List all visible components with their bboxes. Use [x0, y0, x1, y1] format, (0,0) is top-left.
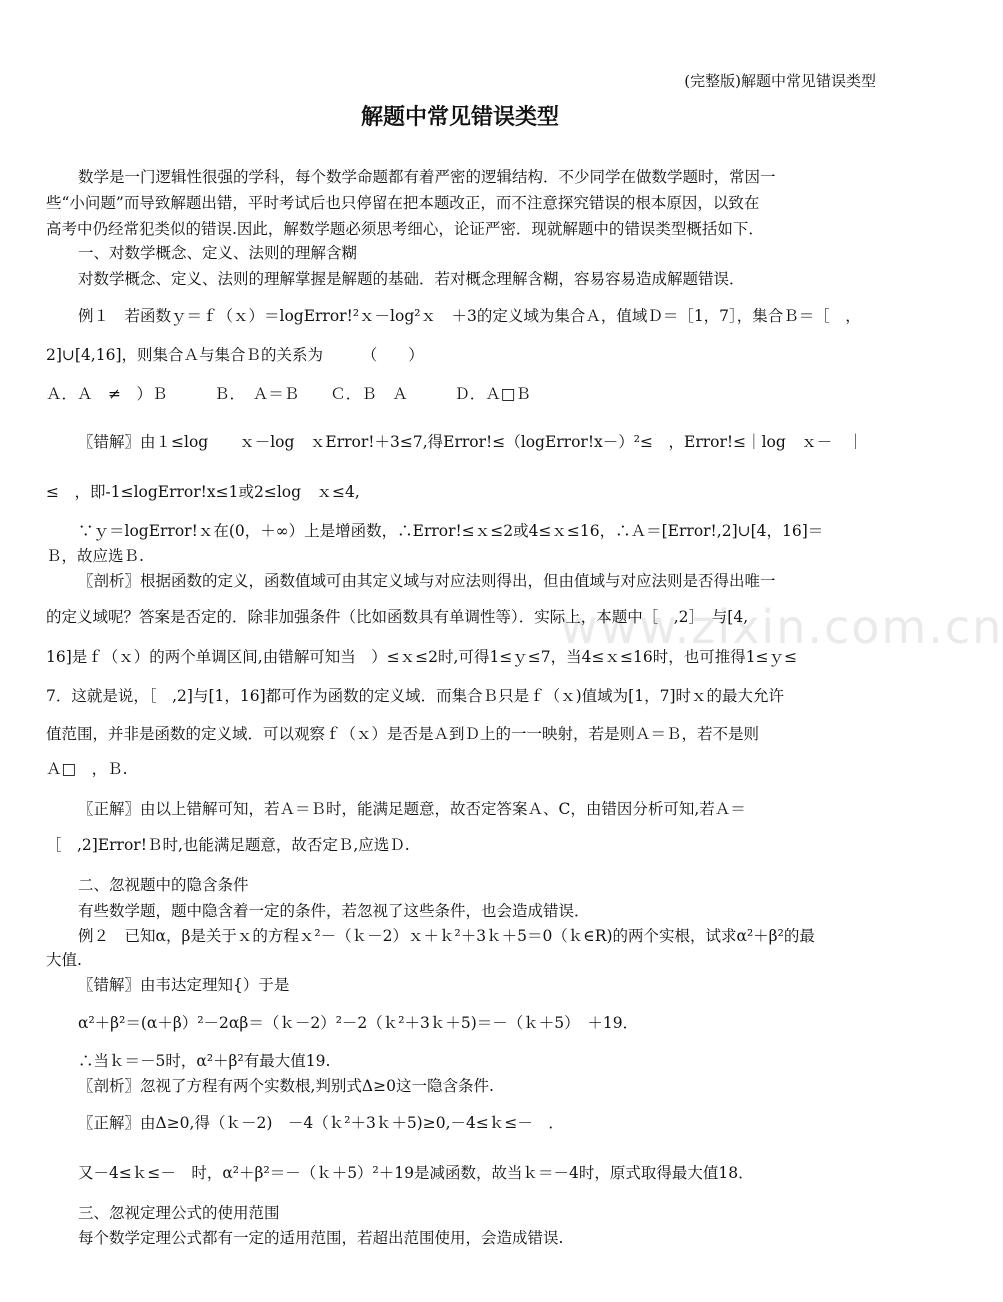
- example-line: 大值.: [46, 951, 82, 969]
- wrong-solution-line: Ｂ，故应选Ｂ.: [46, 547, 144, 565]
- correct-solution-line: ［ ,2]Error!Ｂ时,也能满足题意，故否定Ｂ,应选Ｄ.: [46, 836, 410, 854]
- analysis-line: 〖剖析〗忽视了方程有两个实数根,判别式Δ≥0这一隐含条件.: [78, 1077, 494, 1095]
- analysis-line: 7．这就是说，［ ,2]与[1，16]都可作为函数的定义域．而集合Ｂ只是ｆ（ｘ)值域为[1，7]时ｘ的最大允许: [46, 687, 784, 705]
- doc-title: 解题中常见错误类型: [360, 105, 559, 130]
- correct-solution-line: 〖正解〗由以上错解可知，若Ａ＝Ｂ时，能满足题意，故否定答案Ａ、C，由错因分析可知,若Ａ＝: [78, 800, 746, 818]
- para-line: 些“小问题”而导致解题出错，平时考试后也只停留在把本题改正，而不注意探究错误的根本原因，以致在: [46, 194, 760, 212]
- section-heading: 一、对数学概念、定义、法则的理解含糊: [78, 244, 358, 262]
- example-line: 例２ 已知α，β是关于ｘ的方程ｘ²－（ｋ－2）ｘ＋ｋ²＋3ｋ＋5＝0（ｋ∈R)的两个实根，试求α²＋β²的最: [78, 927, 815, 945]
- correct-solution-line: 又－4≤ｋ≤－ 时，α²＋β²＝－（ｋ＋5）²＋19是减函数，故当ｋ＝－4时，原式取得最大值18．: [78, 1164, 754, 1182]
- page-header: (完整版)解题中常见错误类型: [684, 72, 876, 90]
- wrong-solution-line: ∴当ｋ＝－5时，α²＋β²有最大值19.: [78, 1052, 331, 1070]
- analysis-line: 的定义域呢？答案是否定的．除非加强条件（比如函数具有单调性等）．实际上，本题中［ ,2］ 与[4,: [46, 608, 749, 626]
- wrong-solution-line: ∵ｙ＝logError!ｘ在(0，＋∞）上是增函数，∴Error!≤ｘ≤2或4≤ｘ≤16，∴Ａ＝[Error!,2]∪[4，16]＝: [78, 522, 824, 540]
- section-heading: 三、忽视定理公式的使用范围: [78, 1204, 280, 1222]
- para-line: 有些数学题，题中隐含着一定的条件，若忽视了这些条件，也会造成错误．: [78, 902, 590, 920]
- correct-solution-line: 〖正解〗由Δ≥0,得（ｋ－2) －4（ｋ²＋3ｋ＋5)≥0,－4≤ｋ≤－ ．: [78, 1114, 564, 1132]
- options-line: Ａ．Ａ ≠ ）Ｂ Ｂ． Ａ＝Ｂ Ｃ．Ｂ Ａ Ｄ．Ａ□Ｂ: [46, 385, 531, 403]
- watermark: www.zixin.com.cn: [560, 600, 1003, 654]
- para-line: 对数学概念、定义、法则的理解掌握是解题的基础．若对概念理解含糊，容易容易造成解题错误．: [78, 270, 745, 288]
- wrong-solution-line: 〖错解〗由１≤log ｘ－log ｘError!＋3≤7,得Error!≤（logError!x－）²≤ ，Error!≤｜log ｘ－ ｜: [78, 433, 864, 451]
- para-line: 数学是一门逻辑性很强的学科，每个数学命题都有着严密的逻辑结构．不少同学在做数学题时，常因一: [78, 168, 776, 186]
- example-line: 例１ 若函数ｙ＝ｆ（ｘ）＝logError!²ｘ－log²ｘ ＋3的定义域为集合Ａ，值域Ｄ＝［1，7］，集合Ｂ＝［ ，: [78, 307, 861, 325]
- para-line: 高考中仍经常犯类似的错误.因此，解数学题必须思考细心，论证严密．现就解题中的错误类型概括如下．: [46, 220, 764, 238]
- para-line: 每个数学定理公式都有一定的适用范围，若超出范围使用，会造成错误.: [78, 1229, 564, 1247]
- example-line: 2]∪[4,16]，则集合Ａ与集合Ｂ的关系为 （ ）: [46, 346, 424, 364]
- wrong-solution-line: 〖错解〗由韦达定理知{）于是: [78, 976, 290, 994]
- analysis-line: 值范围，并非是函数的定义域．可以观察ｆ（ｘ）是否是Ａ到Ｄ上的一一映射，若是则Ａ＝Ｂ，若不是则: [46, 725, 760, 743]
- analysis-line: 〖剖析〗根据函数的定义，函数值域可由其定义域与对应法则得出，但由值域与对应法则是否得出唯一: [78, 572, 776, 590]
- section-heading: 二、忽视题中的隐含条件: [78, 876, 249, 894]
- wrong-solution-line: α²＋β²＝(α＋β）²－2αβ＝（ｋ－2）²－2（ｋ²＋3ｋ＋5)＝－（ｋ＋5） ＋19．: [78, 1014, 639, 1032]
- wrong-solution-line: ≤ ，即-1≤logError!x≤1或2≤log ｘ≤4,: [46, 483, 360, 501]
- analysis-line: 16]是ｆ（ｘ）的两个单调区间,由错解可知当 ）≤ｘ≤2时,可得1≤ｙ≤7，当4≤ｘ≤16时，也可推得1≤ｙ≤: [46, 648, 798, 666]
- analysis-line: Ａ□ ，Ｂ.: [46, 760, 128, 778]
